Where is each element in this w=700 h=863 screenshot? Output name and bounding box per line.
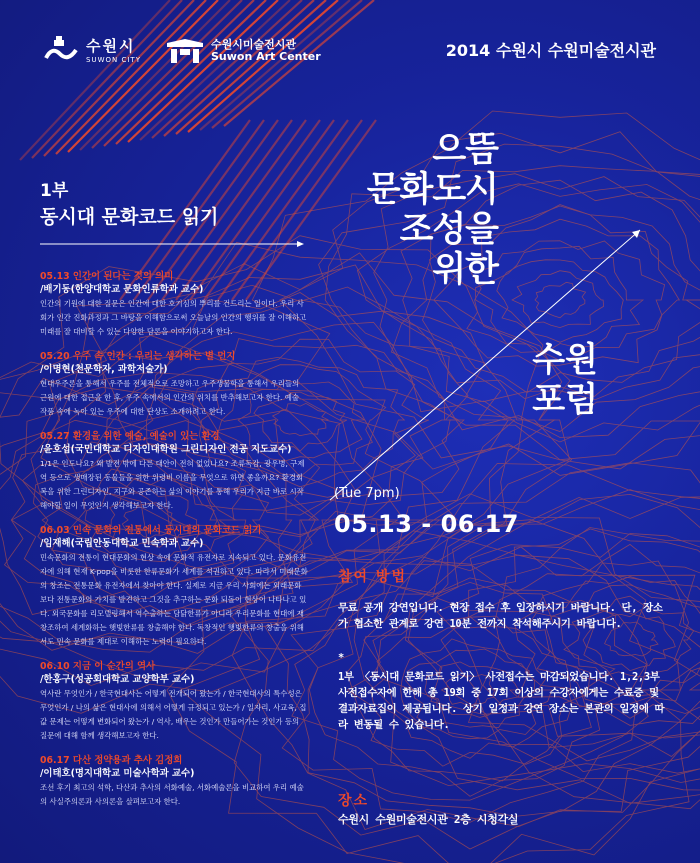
lecture-speaker: /이태호(명지대학교 미술사학과 교수) [40, 768, 195, 779]
lecture-description: 현대우주론을 통해서 우주를 전체적으로 조망하고 우주생물학을 통해서 우리들의 근원에 대한 접근을 한 후, 우주 속에서의 인간의 위치를 반추해보고자 한다. 예술 작품 속에 녹아 있는 우주에 대한 단상도 소개하려고 한다. [40, 379, 300, 416]
lecture-description: 역사란 무엇인가 / 한국현대사는 어떻게 전개되어 왔는가 / 한국현대사의 특수성은 무엇인가 / 나의 삶은 현대사에 의해서 어떻게 규정되고 있는가 / 일자리, 사교육, 집값 문제는 어떻게 변화되어 왔는가 / 역사, 배우는 것인가 만들어가는 것인가 등의 질문에 대해 함께 생각해보고자 한다. [40, 689, 307, 740]
decor-stripe [92, 0, 242, 148]
lecture-description: 1/1은 인도나요? 왜 발전 밖에 다른 대안이 전혀 없었나요? 조류독감, 광우병, 구제역 등으로 생매장된 동물들을 위한 위령비 이름을 무엇으로 하면 좋을까요? 환경회복을 위한 그린디자인, 지구와 공존하는 삶의 이야기를 통해 우리가 지금 바로 시작해야할 일이 무엇인지 생각해보고자 한다. [40, 459, 305, 510]
forum-title-line: 포럼 [532, 380, 598, 420]
main-title-line: 위한 [432, 250, 498, 290]
event-label: 2014 수원시 수원미술전시관 [445, 41, 656, 60]
art-center-mark-icon [165, 37, 205, 65]
lecture-item [40, 754, 308, 809]
venue-heading: 장소 [338, 793, 370, 809]
participation-paragraph-2: 1부 〈동시대 문화코드 읽기〉 사전접수는 마감되었습니다. 1,2,3부 사전접수자에 한해 총 19회 중 17회 이상의 수강자에게는 수료증 및 결과자료집이 제공됩니다. 상기 일정과 강연 장소는 본관의 일정에 따라 변동될 수 있습니다. [338, 671, 665, 731]
lecture-speaker: /배기동(한양대학교 문화인류학과 교수) [40, 284, 204, 295]
city-logo-english: SUWON CITY [86, 55, 141, 64]
lecture-date-topic: 05.13 인간이 된다는 것의 의미 [40, 271, 174, 282]
lecture-speaker: /임재해(국립안동대학교 민속학과 교수) [40, 538, 204, 549]
participation-heading: 참여 방법 [338, 569, 407, 585]
decor-stripe [116, 0, 266, 144]
art-center-english: Suwon Art Center [210, 50, 321, 63]
lecture-item [40, 350, 308, 419]
lecture-item [40, 660, 308, 743]
lecture-date-topic: 05.20 우주 속 인간 : 우리는 생각하는 별 먼지 [40, 351, 236, 362]
city-logo [42, 36, 321, 66]
decor-stripe [104, 0, 254, 146]
forum-title [488, 340, 598, 420]
event-dates: 05.13 - 06.17 [334, 510, 519, 538]
lecture-description: 민속문화의 전통이 현대문화의 현상 속에 문화적 유전자로 지속되고 있다. 문화유전자에 의해 현재 K-pop을 비롯한 한류문화가 세계를 석권하고 있다. 따라서 미래문화의 창조는 전통문화 유전자에서 찾아야 한다. 실제로 지금 우리 사회에는 외래문화보다 전통문화의 가치를 발견하고 그것을 추구하는 문화 되돌이 현상이 나타나고 있다. 외국문화를 리모델링해서 역수출하는 담닭한류가 아니라 우리문화를 현대에 재창조하여 세계화하는 햇빛한류를 창출해야 한다. 독창적인 햇빛한류의 창출을 위해서도 민속 문화를 제대로 이해하는 노력이 필요하다. [40, 553, 308, 646]
main-title-line: 문화도시 [366, 170, 498, 210]
city-logo-korean: 수원시 [86, 36, 136, 55]
lecture-description: 인간의 기원에 대한 질문은 인간에 대한 호기심의 뿌리를 건드리는 일이다. 우리 사회가 인간 진화과정과 그 바탕을 이해함으로써 오늘날의 인간의 행위를 잘 이해하고 미래를 잘 대비할 수 있는 다양한 담론을 이야기하고자 한다. [40, 299, 307, 336]
art-center-korean: 수원시미술전시관 [210, 38, 296, 51]
suwon-city-mark-icon [42, 36, 80, 66]
lecture-list [40, 270, 308, 820]
lecture-date-topic: 06.17 다산 정약용과 추사 김정희 [40, 755, 183, 766]
lecture-speaker: /한홍구(성공회대학교 교양학부 교수) [40, 674, 195, 685]
lecture-item [40, 524, 308, 649]
lecture-speaker: /윤호섭(국민대학교 디자인대학원 그린디자인 전공 지도교수) [40, 444, 292, 455]
main-title-line: 으뜸 [432, 130, 498, 170]
lecture-item [40, 270, 308, 339]
contour-line [512, 271, 604, 328]
lecture-item [40, 430, 308, 513]
lecture-description: 조선 후기 최고의 석학, 다산과 추사의 서화예술, 서화예술론을 비교하여 우리 예술의 사실주의론과 사의론을 살펴보고자 한다. [40, 783, 304, 806]
forum-title-line: 수원 [532, 340, 598, 380]
venue-text: 수원시 수원미술전시관 2층 시청각실 [338, 813, 519, 826]
lecture-speaker: /이명현(천문학자, 과학저술가) [40, 364, 168, 375]
part-number: 1부 [40, 181, 69, 201]
lecture-date-topic: 06.10 지금 이 순간의 역사 [40, 661, 156, 672]
lecture-date-topic: 06.03 민속 문화의 전통에서 동시대의 문화코드 읽기 [40, 525, 262, 536]
event-time: (Tue 7pm) [334, 486, 400, 501]
main-title-line: 조성을 [399, 210, 498, 250]
contour-line [497, 260, 624, 343]
lecture-date-topic: 05.27 환경을 위한 예술, 예술이 있는 환경 [40, 431, 220, 442]
main-title [338, 130, 498, 290]
participation-asterisk: * [338, 652, 344, 664]
participation-paragraph-1: 무료 공개 강연입니다. 현장 접수 후 입장하시기 바랍니다. 단, 장소가 협소한 관계로 강연 10분 전까지 착석해주시기 바랍니다. [338, 602, 663, 630]
part-title: 동시대 문화코드 읽기 [40, 206, 219, 228]
